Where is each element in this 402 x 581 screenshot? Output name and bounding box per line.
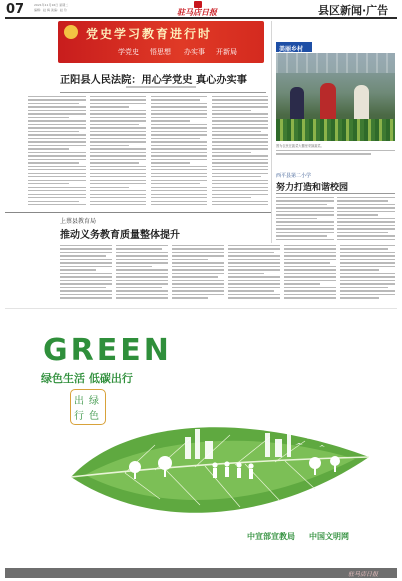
edition-line: 编辑：赵 梅 美编：赵 玲 <box>34 8 67 12</box>
paper-logo: 驻马店日报 <box>165 1 235 17</box>
side-kicker: 西平县第二小学 <box>276 173 312 179</box>
column-divider <box>271 21 272 243</box>
lead-byline <box>126 86 196 88</box>
section-title: 县区新闻·广告 <box>318 4 389 17</box>
lead-body-col-3 <box>151 96 207 208</box>
side-body-col-2 <box>337 197 395 243</box>
photo-vegetables <box>276 119 395 141</box>
leaf-illustration <box>65 409 375 529</box>
second-body-col-5 <box>284 245 336 301</box>
story-divider <box>5 212 271 213</box>
page-number: 07 <box>6 2 25 17</box>
ad-green-word: GREEN <box>43 333 172 368</box>
lead-body-col-2 <box>90 96 146 208</box>
lead-body-col-4 <box>212 96 268 208</box>
lead-rule <box>60 92 266 93</box>
second-kicker: 上蔡县教育局 <box>60 218 97 225</box>
photo-caption: 图为农民在蔬菜大棚里采摘蔬菜。 <box>276 144 395 160</box>
side-body-col-1 <box>276 197 334 243</box>
side-headline: 努力打造和谐校园 <box>276 183 349 193</box>
ad-slogan: 绿色生活 低碳出行 <box>41 372 133 385</box>
second-body-col-6 <box>340 245 395 301</box>
ad-footer-right: 中国文明网 <box>309 532 349 541</box>
photo-greenhouse-frame <box>276 53 395 73</box>
masthead-rule <box>5 17 397 19</box>
second-body-col-3 <box>172 245 224 301</box>
party-banner <box>58 21 264 63</box>
green-ad <box>5 308 397 567</box>
ad-stamp: 出 绿 行 色 <box>70 389 106 425</box>
ad-footer-left: 中宣部宣教局 <box>247 532 295 541</box>
second-body-col-1 <box>60 245 112 301</box>
second-body-col-2 <box>116 245 168 301</box>
side-rule <box>276 193 395 194</box>
second-headline: 推动义务教育质量整体提升 <box>60 230 180 241</box>
bottom-bar <box>5 568 397 578</box>
banner-sub-row: 学党史 悟思想 办实事 开新局 <box>118 48 237 56</box>
date-line: 2021年11月16日 星期二 <box>34 3 69 7</box>
lead-body-col-1 <box>28 96 86 208</box>
banner-title: 党史学习教育进行时 <box>86 27 213 41</box>
watermark: 驻马店日报 <box>348 571 379 578</box>
banner-emblem-icon <box>64 25 78 39</box>
news-photo <box>276 53 395 141</box>
second-body-col-4 <box>228 245 280 301</box>
photo-badge: 美丽乡村 <box>276 42 312 52</box>
lead-headline: 正阳县人民法院：用心学党史 真心办实事 <box>60 74 247 86</box>
